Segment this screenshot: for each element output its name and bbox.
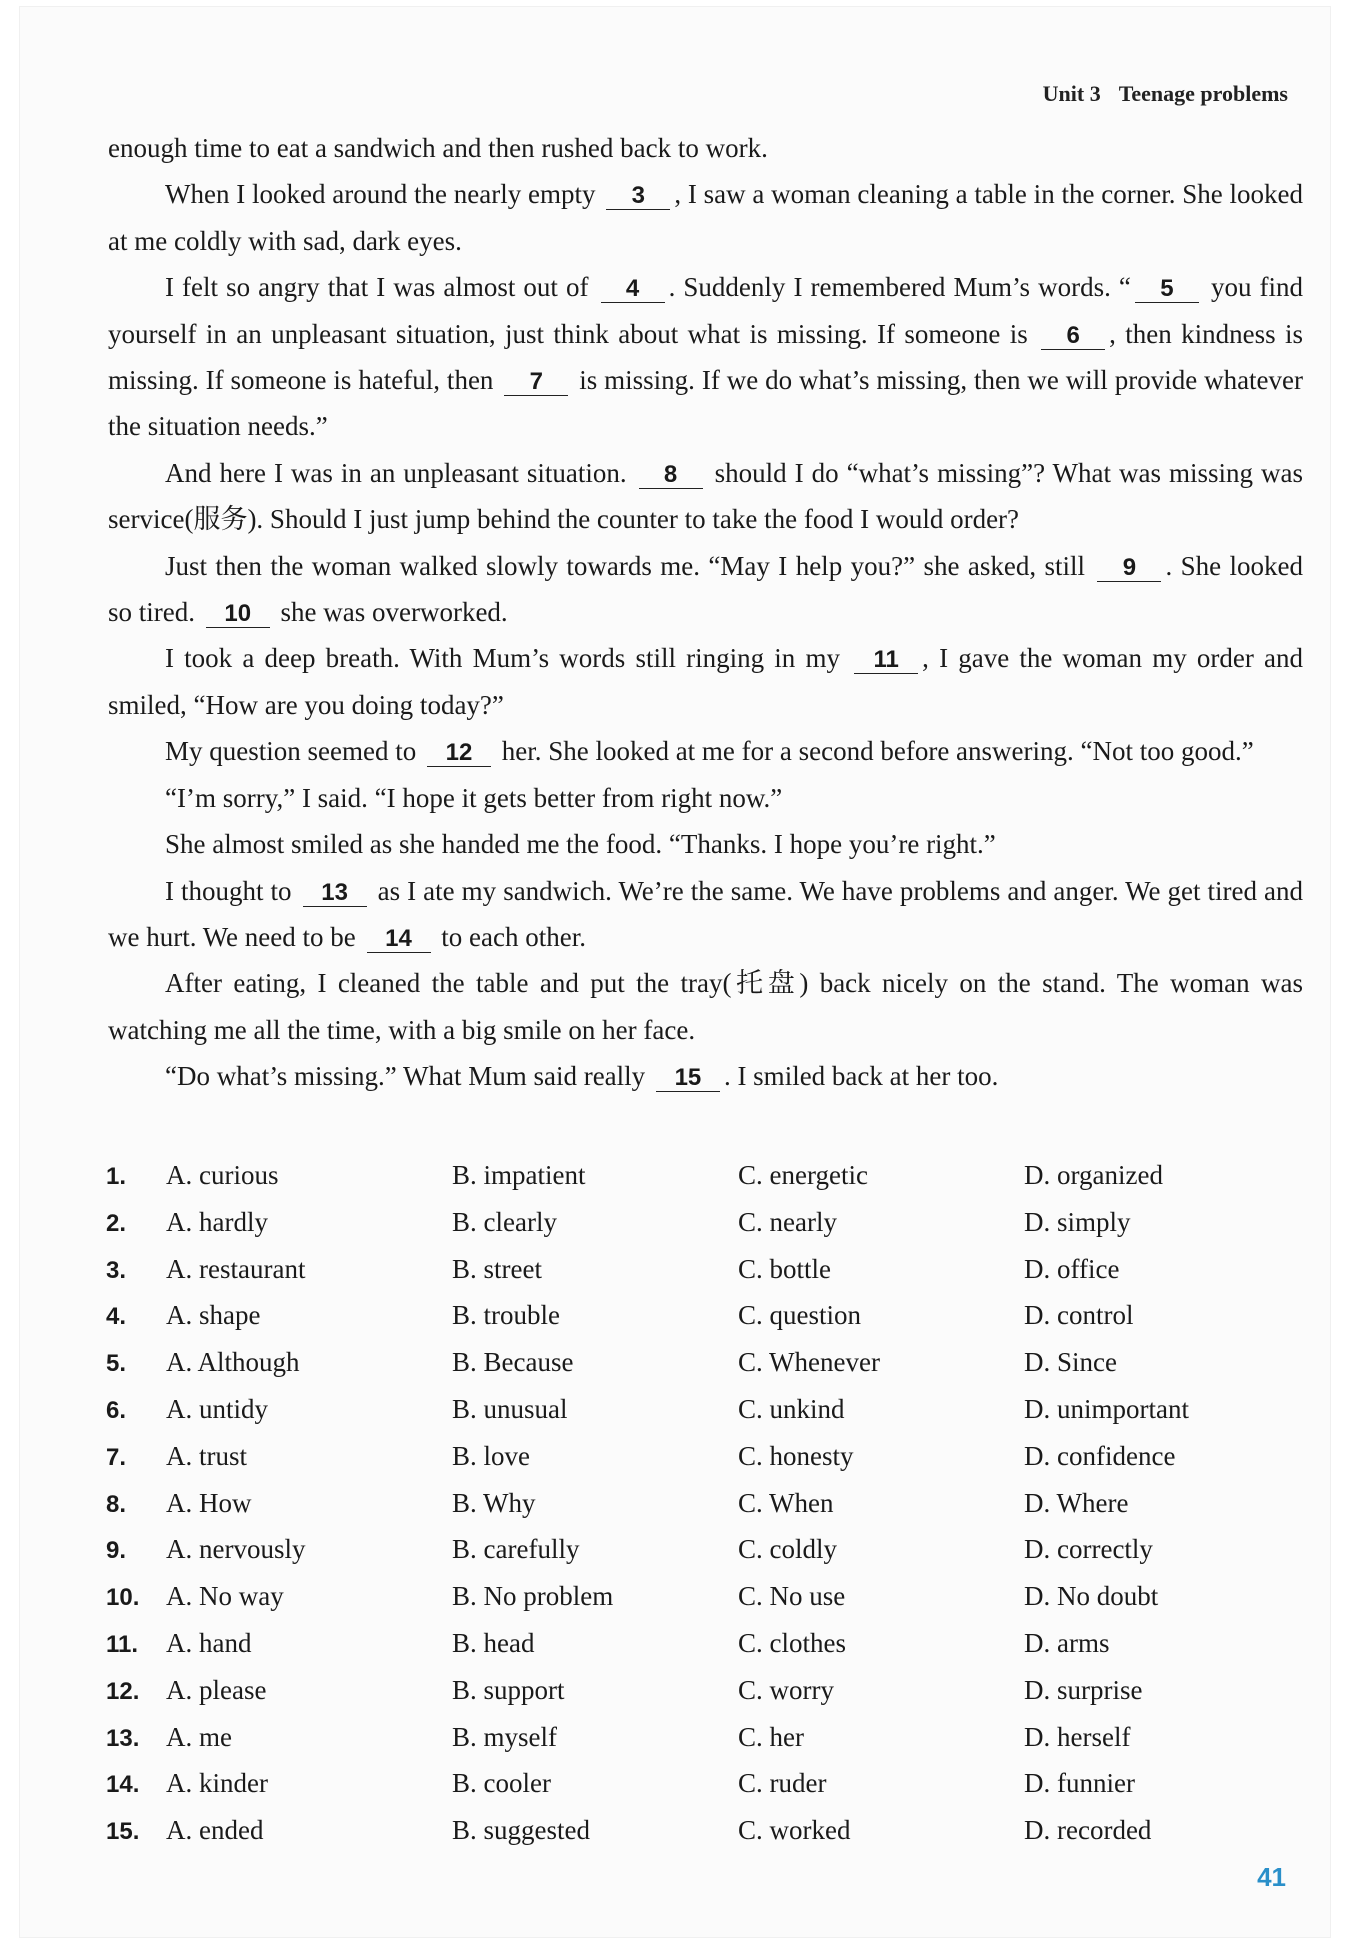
paragraph: After eating, I cleaned the table and put the tray(托盘) back nicely on the stand. The woman was watching me all the time, with a big smile on her face. bbox=[108, 968, 1303, 1045]
option-b: B. clearly bbox=[452, 1206, 557, 1237]
option-c: C. question bbox=[738, 1300, 862, 1331]
option-a: A. curious bbox=[166, 1160, 279, 1190]
blank-15: 15 bbox=[656, 1064, 720, 1092]
blank-8: 8 bbox=[639, 461, 703, 489]
answer-options bbox=[106, 1160, 1256, 1862]
question-number: 13. bbox=[106, 1724, 140, 1752]
question-row bbox=[106, 1300, 1256, 1347]
blank-13: 13 bbox=[303, 879, 367, 907]
question-row bbox=[106, 1534, 1256, 1581]
option-a: A. kinder bbox=[166, 1768, 268, 1799]
question-number: 12. bbox=[106, 1677, 140, 1705]
option-d: D. simply bbox=[1024, 1206, 1131, 1237]
option-b: B. impatient bbox=[452, 1160, 586, 1190]
paragraph: And here I was in an unpleasant situation. 8 should I do “what’s missing”? What was missing was service(服务). Should I just jump behind the counter to take the food I would order? bbox=[108, 457, 1304, 535]
option-d: D. control bbox=[1024, 1300, 1134, 1331]
question-row bbox=[106, 1441, 1256, 1488]
question-number: 3. bbox=[106, 1256, 127, 1284]
blank-3: 3 bbox=[606, 182, 670, 210]
blank-6: 6 bbox=[1041, 322, 1105, 350]
option-c: C. energetic bbox=[738, 1160, 868, 1190]
option-c: C. bottle bbox=[738, 1253, 831, 1284]
option-a: A. please bbox=[166, 1674, 267, 1705]
option-a: A. shape bbox=[166, 1300, 261, 1331]
question-number: 1. bbox=[106, 1163, 127, 1190]
option-d: D. herself bbox=[1024, 1721, 1131, 1752]
option-b: B. street bbox=[452, 1253, 542, 1284]
option-c: C. No use bbox=[738, 1581, 846, 1612]
question-row bbox=[106, 1160, 1256, 1207]
option-c: C. unkind bbox=[738, 1393, 845, 1424]
question-number: 6. bbox=[106, 1396, 127, 1424]
option-d: D. unimportant bbox=[1024, 1393, 1189, 1424]
question-row bbox=[106, 1581, 1256, 1628]
option-b: B. carefully bbox=[452, 1534, 580, 1565]
option-b: B. Why bbox=[452, 1487, 536, 1518]
option-a: A. nervously bbox=[166, 1534, 306, 1565]
option-b: B. trouble bbox=[452, 1300, 560, 1331]
option-d: D. recorded bbox=[1024, 1815, 1152, 1846]
option-b: B. No problem bbox=[452, 1581, 614, 1612]
option-b: B. myself bbox=[452, 1721, 557, 1752]
option-a: A. ended bbox=[166, 1815, 264, 1846]
option-a: A. How bbox=[166, 1487, 252, 1518]
option-c: C. When bbox=[738, 1487, 834, 1518]
option-a: A. hardly bbox=[166, 1206, 268, 1237]
paragraph: I thought to 13 as I ate my sandwich. We’re the same. We have problems and anger. We get tired and we hurt. We need to be 14 to each other. bbox=[108, 875, 1304, 952]
option-d: D. confidence bbox=[1024, 1440, 1176, 1471]
option-c: C. worry bbox=[738, 1674, 834, 1705]
option-c: C. clothes bbox=[738, 1627, 846, 1658]
option-b: B. unusual bbox=[452, 1393, 568, 1424]
question-number: 14. bbox=[106, 1771, 140, 1799]
option-c: C. coldly bbox=[738, 1534, 837, 1565]
paragraph: She almost smiled as she handed me the food. “Thanks. I hope you’re right.” bbox=[165, 829, 996, 860]
option-d: D. No doubt bbox=[1024, 1581, 1159, 1612]
option-a: A. trust bbox=[166, 1440, 247, 1471]
question-row bbox=[106, 1768, 1256, 1815]
option-d: D. Since bbox=[1024, 1347, 1117, 1378]
paragraph: “I’m sorry,” I said. “I hope it gets better from right now.” bbox=[165, 782, 783, 813]
blank-7: 7 bbox=[504, 368, 568, 396]
question-number: 5. bbox=[106, 1350, 127, 1378]
question-number: 15. bbox=[106, 1818, 140, 1846]
paragraph: My question seemed to 12 her. She looked at me for a second before answering. “Not too good.” bbox=[165, 736, 1254, 767]
question-row bbox=[106, 1628, 1256, 1675]
option-c: C. Whenever bbox=[738, 1347, 880, 1378]
option-c: C. honesty bbox=[738, 1440, 854, 1471]
paragraph: enough time to eat a sandwich and then rushed back to work. bbox=[108, 133, 768, 163]
paragraph: “Do what’s missing.” What Mum said really 15 . I smiled back at her too. bbox=[165, 1061, 999, 1092]
question-row bbox=[106, 1254, 1256, 1301]
paragraph: Just then the woman walked slowly towards me. “May I help you?” she asked, still 9 . She looked so tired. 10 she was overworked. bbox=[108, 550, 1303, 628]
question-row bbox=[106, 1207, 1256, 1254]
unit-label: Unit 3 bbox=[1042, 81, 1101, 106]
blank-5: 5 bbox=[1135, 275, 1199, 303]
question-number: 9. bbox=[106, 1537, 127, 1565]
question-number: 4. bbox=[106, 1303, 127, 1331]
paragraph: I felt so angry that I was almost out of 4 . Suddenly I remembered Mum’s words. “ 5 you find yourself in an unpleasant situation, just think about what is missing. If someone is 6 , then kindness is missing. If someone is hateful, then 7 is missing. If we do what’s missing, then we will provide whatever the situation needs.” bbox=[108, 272, 1304, 442]
blank-11: 11 bbox=[854, 646, 918, 674]
worksheet-page bbox=[19, 6, 1331, 1938]
option-b: B. suggested bbox=[452, 1815, 590, 1846]
option-a: A. No way bbox=[166, 1581, 284, 1612]
blank-9: 9 bbox=[1097, 554, 1161, 582]
option-b: B. head bbox=[452, 1627, 535, 1658]
question-row bbox=[106, 1675, 1256, 1722]
question-row bbox=[106, 1394, 1256, 1441]
blank-10: 10 bbox=[206, 600, 270, 628]
option-b: B. love bbox=[452, 1440, 530, 1471]
option-c: C. ruder bbox=[738, 1768, 827, 1799]
question-row bbox=[106, 1488, 1256, 1535]
question-number: 8. bbox=[106, 1490, 127, 1518]
blank-14: 14 bbox=[367, 925, 431, 953]
option-c: C. nearly bbox=[738, 1206, 837, 1237]
page-header bbox=[1043, 81, 1288, 107]
question-row bbox=[106, 1347, 1256, 1394]
option-c: C. worked bbox=[738, 1815, 851, 1846]
question-row bbox=[106, 1815, 1256, 1862]
option-d: D. surprise bbox=[1024, 1674, 1143, 1705]
option-d: D. correctly bbox=[1024, 1534, 1153, 1565]
option-b: B. Because bbox=[452, 1347, 574, 1378]
option-a: A. hand bbox=[166, 1627, 252, 1658]
paragraph: When I looked around the nearly empty 3 , I saw a woman cleaning a table in the corner. She looked at me coldly with sad, dark eyes. bbox=[108, 179, 1303, 256]
option-d: D. office bbox=[1024, 1253, 1120, 1284]
cloze-passage bbox=[108, 125, 1303, 1100]
paragraph: I took a deep breath. With Mum’s words still ringing in my 11 , I gave the woman my order and smiled, “How are you doing today?” bbox=[108, 643, 1303, 720]
option-d: D. Where bbox=[1024, 1487, 1129, 1518]
option-a: A. Although bbox=[166, 1347, 300, 1378]
blank-12: 12 bbox=[427, 739, 491, 767]
option-a: A. untidy bbox=[166, 1393, 269, 1424]
option-b: B. cooler bbox=[452, 1768, 551, 1799]
question-row bbox=[106, 1722, 1256, 1769]
option-d: D. organized bbox=[1024, 1160, 1163, 1190]
unit-title: Teenage problems bbox=[1118, 81, 1288, 106]
option-b: B. support bbox=[452, 1674, 565, 1705]
option-d: D. arms bbox=[1024, 1627, 1110, 1658]
blank-4: 4 bbox=[601, 275, 665, 303]
question-number: 2. bbox=[106, 1209, 127, 1237]
option-d: D. funnier bbox=[1024, 1768, 1135, 1799]
option-c: C. her bbox=[738, 1721, 804, 1752]
page-number: 41 bbox=[1257, 1862, 1286, 1892]
question-number: 11. bbox=[106, 1630, 139, 1658]
question-number: 10. bbox=[106, 1584, 140, 1612]
option-a: A. restaurant bbox=[166, 1253, 306, 1284]
option-a: A. me bbox=[166, 1721, 232, 1752]
question-number: 7. bbox=[106, 1443, 127, 1471]
